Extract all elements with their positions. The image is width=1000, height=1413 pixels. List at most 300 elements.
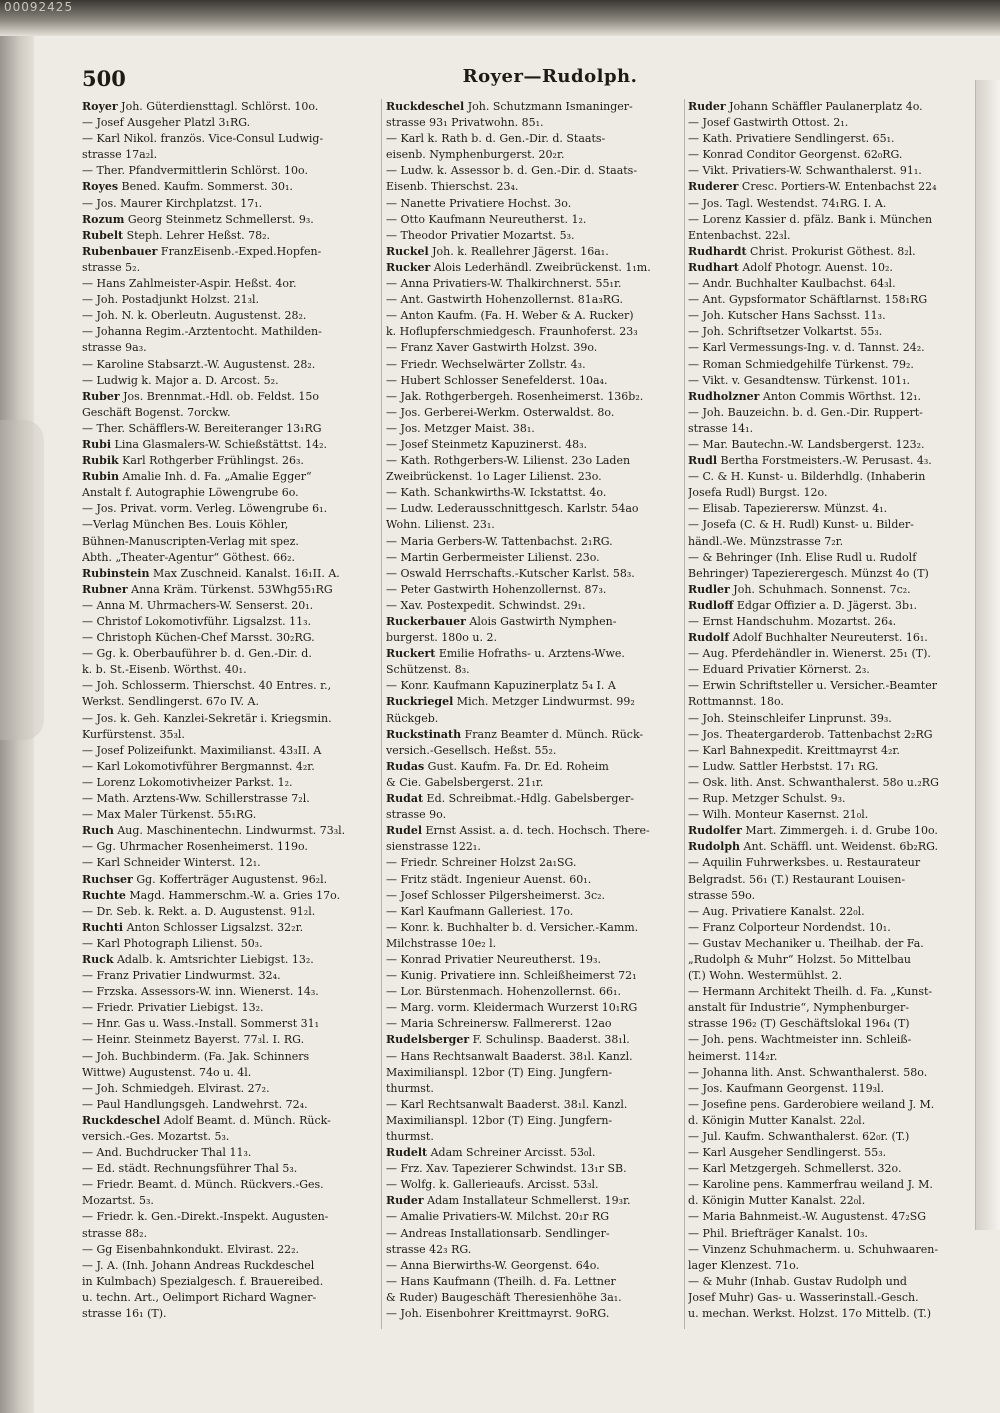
entry-text: — Aug. Pferdehändler in. Wienerst. 25₁ (T). [688, 647, 931, 661]
entry-text: — Ernst Handschuhm. Mozartst. 26₄. [688, 615, 897, 628]
directory-entry [688, 662, 964, 678]
entry-text: — Karl Metzgergeh. Schmellerst. 32o. [688, 1162, 902, 1176]
entry-text: — Joh. Postadjunkt Holzst. 21₃l. [82, 293, 260, 307]
surname-heading: Ruckstinath [386, 727, 462, 741]
entry-text: u. mechan. Werkst. Holzst. 17o Mittelb. (T.) [688, 1307, 931, 1321]
entry-text: — Jos. k. Geh. Kanzlei-Sekretär i. Kriegsmin. [82, 711, 332, 725]
entry-text: Abth. „Theater-Agentur“ Göthest. 66₂. [82, 550, 296, 564]
directory-entry [688, 1226, 964, 1242]
directory-entry [82, 99, 382, 115]
entry-text: Jos. Brennmat.-Hdl. ob. Feldst. 15o [119, 389, 320, 403]
entry-text: — Johanna Regim.-Arztentocht. Mathilden- [82, 325, 322, 339]
entry-text: — Hans Kaufmann (Theilh. d. Fa. Lettner [386, 1274, 616, 1288]
directory-entry [386, 791, 684, 807]
directory-entry [82, 163, 382, 179]
directory-entry [82, 1242, 382, 1258]
directory-entry [82, 550, 382, 566]
entry-text: sienstrasse 122₁. [386, 840, 481, 854]
directory-entry [688, 952, 964, 968]
surname-heading: Rubelt [82, 228, 124, 242]
entry-text: — Christof Lokomotivführ. Ligsalzst. 11₃. [82, 615, 312, 628]
entry-text: — Fritz städt. Ingenieur Auenst. 60₁. [386, 872, 592, 886]
entry-text: Anton Commis Wörthst. 12₁. [759, 389, 922, 403]
entry-text: strasse 59o. [688, 888, 756, 902]
directory-entry [82, 855, 382, 871]
directory-entry [386, 1032, 684, 1048]
directory-entry [82, 936, 382, 952]
directory-entry [82, 566, 382, 582]
surname-heading: Rudolph [688, 840, 741, 854]
entry-text: strasse 17a₂l. [82, 148, 158, 162]
directory-entry [82, 517, 382, 533]
entry-text: —Verlag München Bes. Louis Köhler, [82, 518, 289, 532]
entry-text: händl.-We. Münzstrasse 7₂r. [688, 534, 844, 548]
surname-heading: Royer [82, 100, 118, 113]
entry-text: k. b. St.-Eisenb. Wörthst. 40₁. [82, 663, 247, 677]
directory-entry [82, 1065, 382, 1081]
directory-entry [82, 694, 382, 710]
directory-entry [386, 839, 684, 855]
entry-text: — Kunig. Privatiere inn. Schleißheimerst 72₁ [386, 969, 637, 983]
entry-text: Kurfürstenst. 35₃l. [82, 727, 185, 741]
directory-entry [386, 212, 684, 228]
directory-entry [82, 968, 382, 984]
entry-text: heimerst. 114₂r. [688, 1049, 778, 1063]
directory-entry [386, 115, 684, 131]
directory-entry [386, 984, 684, 1000]
entry-text: — Joh. pens. Wachtmeister inn. Schleiß- [688, 1033, 912, 1047]
entry-text: — Wolfg. k. Gallerieaufs. Arcisst. 53₃l. [386, 1178, 599, 1192]
entry-text: — Hans Zahlmeister-Aspir. Heßst. 4or. [82, 277, 297, 291]
entry-text: — Otto Kaufmann Neureutherst. 1₂. [386, 212, 587, 226]
directory-entry [386, 534, 684, 550]
directory-entry [386, 196, 684, 212]
entry-text: Bühnen-Manuscripten-Verlag mit spez. [82, 534, 299, 548]
directory-entry [82, 839, 382, 855]
entry-text: — Friedr. Beamt. d. Münch. Rückvers.-Ges. [82, 1178, 324, 1192]
entry-text: Amalie Inh. d. Fa. „Amalie Egger“ [119, 470, 312, 484]
directory-entry [82, 147, 382, 163]
entry-text: — Joh. N. k. Oberleutn. Augustenst. 28₂. [82, 309, 307, 323]
entry-text: — Karl Rechtsanwalt Baaderst. 38₁l. Kanzl. [386, 1097, 628, 1111]
directory-entry [386, 1049, 684, 1065]
entry-text: — Gustav Mechaniker u. Theilhab. der Fa. [688, 936, 924, 950]
entry-text: — Joh. Kutscher Hans Sachsst. 11₃. [688, 309, 886, 323]
entry-text: — Xav. Postexpedit. Schwindst. 29₁. [386, 598, 586, 612]
directory-entry [688, 614, 964, 630]
bookmark-shadow [0, 420, 44, 740]
entry-text: — Karl Vermessungs-Ing. v. d. Tannst. 24₂. [688, 341, 925, 355]
entry-text: Cresc. Portiers-W. Entenbachst 22₄ [738, 180, 937, 194]
entry-text: Anstalt f. Autographie Löwengrube 6o. [82, 486, 299, 500]
entry-text: — & Behringer (Inh. Elise Rudl u. Rudolf [688, 550, 917, 564]
surname-heading: Rubin [82, 470, 120, 484]
directory-entry [688, 437, 964, 453]
entry-text: — Joh. Schriftsetzer Volkartst. 55₃. [688, 325, 883, 339]
directory-entry [386, 1113, 684, 1129]
entry-text: Gg. Kofferträger Augustenst. 96₂l. [132, 872, 328, 886]
entry-text: Anton Schlosser Ligsalzst. 32₂r. [123, 920, 304, 934]
directory-entry [688, 228, 964, 244]
surname-heading: Rubner [82, 582, 128, 596]
directory-entry [688, 340, 964, 356]
entry-text: Schützenst. 8₃. [386, 663, 470, 677]
entry-text: Franz Beamter d. Münch. Rück- [461, 727, 644, 741]
entry-text: — Rup. Metzger Schulst. 9₃. [688, 792, 846, 806]
entry-text: — Andreas Installationsarb. Sendlinger- [386, 1226, 610, 1240]
entry-text: versich.-Gesellsch. Heßst. 55₂. [386, 743, 557, 757]
entry-text: — Franz Colporteur Nordendst. 10₁. [688, 920, 891, 934]
directory-entry [386, 968, 684, 984]
directory-entry [688, 598, 964, 614]
surname-heading: Rudat [386, 792, 424, 806]
directory-entry [688, 1145, 964, 1161]
directory-entry [688, 131, 964, 147]
directory-entry [82, 646, 382, 662]
directory-entry [688, 292, 964, 308]
directory-entry [82, 727, 382, 743]
directory-entry [688, 1177, 964, 1193]
directory-entry [82, 1032, 382, 1048]
entry-text: — Erwin Schriftsteller u. Versicher.-Beamter [688, 679, 937, 693]
directory-entry [386, 759, 684, 775]
entry-text: — Hubert Schlosser Senefelderst. 10a₄. [386, 373, 608, 387]
directory-entry [82, 1258, 382, 1274]
directory-entry [688, 1290, 964, 1306]
directory-entry [688, 1129, 964, 1145]
directory-entry [688, 743, 964, 759]
directory-entry [688, 566, 964, 582]
directory-entry [386, 1081, 684, 1097]
directory-entry [386, 228, 684, 244]
directory-entry [688, 888, 964, 904]
directory-entry [386, 711, 684, 727]
entry-text: k. Hoflupferschmiedgesch. Fraunhoferst. 23₃ [386, 325, 638, 339]
entry-text: — C. & H. Kunst- u. Bilderhdlg. (Inhaberin [688, 470, 926, 484]
directory-entry [82, 1209, 382, 1225]
entry-text: — Jos. Theatergarderob. Tattenbachst 2₂RG [688, 727, 933, 741]
directory-entry [688, 421, 964, 437]
directory-entry [82, 1274, 382, 1290]
entry-text: Ed. Schreibmat.-Hdlg. Gabelsberger- [423, 792, 634, 806]
directory-entry [688, 1113, 964, 1129]
directory-entry [688, 694, 964, 710]
directory-entry [688, 405, 964, 421]
directory-entry [82, 1000, 382, 1016]
column-divider [684, 99, 685, 1329]
entry-text: — Lor. Bürstenmach. Hohenzollernst. 66₁. [386, 985, 621, 999]
entry-text: — Konrad Privatier Neureutherst. 19₃. [386, 952, 601, 966]
entry-text: Rückgeb. [386, 711, 439, 725]
directory-entry [688, 872, 964, 888]
entry-text: — Ther. Pfandvermittlerin Schlörst. 10o. [82, 164, 308, 178]
entry-text: Maximilianspl. 12bor (T) Eing. Jungfern- [386, 1065, 613, 1079]
directory-entry [386, 1129, 684, 1145]
directory-entry [386, 1274, 684, 1290]
directory-entry [82, 389, 382, 405]
entry-text: — Josefa (C. & H. Rudl) Kunst- u. Bilder- [688, 518, 914, 532]
entry-text: — Max Maler Türkenst. 55₁RG. [82, 808, 257, 822]
entry-text: — Joh. Schmiedgeh. Elvirast. 27₂. [82, 1081, 270, 1095]
directory-entry [386, 453, 684, 469]
directory-entry [386, 1016, 684, 1032]
directory-entry [688, 212, 964, 228]
directory-entry [688, 1065, 964, 1081]
directory-entry [688, 517, 964, 533]
directory-entry [688, 582, 964, 598]
directory-entry [82, 630, 382, 646]
entry-text: Wohn. Lilienst. 23₁. [386, 518, 495, 532]
entry-text: Joh. Schuhmach. Sonnenst. 7c₂. [729, 582, 911, 596]
surname-heading: Rubenbauer [82, 244, 158, 258]
entry-text: — Ludw. Sattler Herbstst. 17₁ RG. [688, 759, 879, 773]
entry-text: — Christoph Küchen-Chef Marsst. 30₂RG. [82, 631, 315, 645]
entry-text: — Josef Steinmetz Kapuzinerst. 48₃. [386, 437, 588, 451]
directory-entry [82, 308, 382, 324]
directory-entry [688, 727, 964, 743]
directory-entry [82, 807, 382, 823]
directory-entry [82, 1081, 382, 1097]
directory-entry [386, 727, 684, 743]
directory-entry [688, 244, 964, 260]
directory-entry [82, 1177, 382, 1193]
entry-text: Anna Kräm. Türkenst. 53Whg55₁RG [127, 582, 333, 596]
directory-entry [688, 1097, 964, 1113]
directory-entry [688, 260, 964, 276]
directory-entry [688, 1242, 964, 1258]
entry-text: — Hnr. Gas u. Wass.-Install. Sommerst 31₁ [82, 1017, 320, 1031]
directory-entry [688, 1306, 964, 1322]
entry-text: thurmst. [386, 1130, 434, 1143]
surname-heading: Rudelsberger [386, 1033, 470, 1047]
entry-text: — Maria Schreinersw. Fallmererst. 12ao [386, 1017, 612, 1031]
entry-text: — Maria Bahnmeist.-W. Augustenst. 47₂SG [688, 1210, 927, 1224]
directory-entry [82, 614, 382, 630]
directory-entry [386, 99, 684, 115]
directory-entry [386, 598, 684, 614]
entry-text: — Konrad Conditor Georgenst. 62₀RG. [688, 148, 903, 162]
entry-text: Magd. Hammerschm.-W. a. Gries 17o. [125, 888, 341, 902]
entry-text: — Karl Nikol. französ. Vice-Consul Ludwig- [82, 132, 324, 146]
directory-entry [82, 823, 382, 839]
entry-text: Joh. k. Reallehrer Jägerst. 16a₁. [428, 244, 609, 258]
surname-heading: Rudloff [688, 598, 734, 612]
directory-entry [386, 1290, 684, 1306]
directory-entry [386, 1065, 684, 1081]
directory-entry [688, 99, 964, 115]
directory-entry [688, 1193, 964, 1209]
surname-heading: Ruckriegel [386, 695, 454, 709]
directory-entry [82, 582, 382, 598]
column-1 [82, 99, 382, 1329]
directory-entry [688, 855, 964, 871]
surname-heading: Ruderer [688, 180, 739, 194]
entry-text: — Paul Handlungsgeh. Landwehrst. 72₄. [82, 1097, 308, 1111]
entry-text: — Lorenz Kassier d. pfälz. Bank i. München [688, 212, 933, 226]
entry-text: — Jos. Privat. vorm. Verleg. Löwengrube 6₁. [82, 502, 328, 516]
surname-heading: Rudholzner [688, 389, 760, 403]
entry-text: Lina Glasmalers-W. Schießstättst. 14₂. [111, 437, 327, 451]
entry-text: — Joh. Schlosserm. Thierschst. 40 Entres. r., [82, 679, 332, 693]
directory-entry [688, 373, 964, 389]
directory-entry [688, 534, 964, 550]
entry-text: — Kath. Rothgerbers-W. Lilienst. 23o Laden [386, 454, 631, 468]
directory-entry [386, 855, 684, 871]
entry-text: — Friedr. Privatier Liebigst. 13₂. [82, 1001, 264, 1015]
entry-text: — Martin Gerbermeister Lilienst. 23o. [386, 550, 600, 564]
surname-heading: Rudel [386, 824, 423, 838]
entry-text: — Karl Ausgeher Sendlingerst. 55₃. [688, 1146, 887, 1160]
entry-text: Adolf Beamt. d. Münch. Rück- [160, 1113, 331, 1127]
entry-text: — Vikt. v. Gesandtensw. Türkenst. 101₁. [688, 373, 911, 387]
surname-heading: Rucker [386, 260, 431, 274]
entry-text: — Anna Privatiers-W. Thalkirchnerst. 55₁r. [386, 277, 622, 291]
surname-heading: Ruchte [82, 888, 126, 902]
entry-text: Aug. Maschinentechn. Lindwurmst. 73₃l. [113, 824, 346, 838]
directory-entry [386, 662, 684, 678]
directory-entry [82, 131, 382, 147]
entry-text: — Karl Schneider Winterst. 12₁. [82, 856, 261, 870]
entry-text: strasse 9a₃. [82, 341, 147, 355]
directory-entry [386, 872, 684, 888]
directory-entry [82, 485, 382, 501]
surname-heading: Rubik [82, 454, 119, 468]
entry-text: strasse 88₂. [82, 1226, 148, 1240]
directory-entry [688, 791, 964, 807]
directory-entry [386, 1161, 684, 1177]
entry-text: — Franz Privatier Lindwurmst. 32₄. [82, 969, 281, 983]
entry-text: — Amalie Privatiers-W. Milchst. 20₁r RG [386, 1210, 610, 1224]
surname-heading: Royes [82, 180, 119, 194]
entry-text: — Jos. Maurer Kirchplatzst. 17₁. [82, 196, 263, 210]
entry-text: Mozartst. 5₃. [82, 1194, 154, 1208]
directory-entry [82, 179, 382, 195]
directory-entry [688, 196, 964, 212]
entry-text: — Ther. Schäfflers-W. Bereiteranger 13₁RG [82, 421, 322, 435]
entry-text: — Gg. k. Oberbauführer b. d. Gen.-Dir. d. [82, 647, 312, 661]
directory-entry [82, 984, 382, 1000]
entry-text: Milchstrasse 10e₂ l. [386, 936, 497, 950]
directory-entry [386, 743, 684, 759]
directory-entry [688, 920, 964, 936]
entry-text: strasse 42₃ RG. [386, 1242, 472, 1256]
entry-text: Adolf Buchhalter Neureuterst. 16₁. [729, 631, 928, 645]
entry-text: — Konr. k. Buchhalter b. d. Versicher.-Kamm. [386, 920, 639, 934]
entry-text: — Gg Eisenbahnkondukt. Elvirast. 22₂. [82, 1242, 300, 1256]
surname-heading: Ruckerbauer [386, 615, 466, 628]
directory-entry [386, 517, 684, 533]
directory-entry [688, 1016, 964, 1032]
scan-stamp: 00092425 [4, 0, 74, 14]
entry-text: — Dr. Seb. k. Rekt. a. D. Augustenst. 91₂l. [82, 904, 316, 918]
entry-text: — Theodor Privatier Mozartst. 5₃. [386, 228, 575, 242]
entry-text: — Eduard Privatier Körnerst. 2₃. [688, 663, 870, 677]
entry-text: Karl Rothgerber Frühlingst. 26₃. [118, 454, 304, 468]
directory-entry [82, 904, 382, 920]
entry-text: & Cie. Gabelsbergerst. 21₁r. [386, 775, 544, 789]
entry-text: — Karl Lokomotivführer Bergmannst. 4₂r. [82, 759, 315, 773]
directory-entry [82, 711, 382, 727]
entry-text: — Vikt. Privatiers-W. Schwanthalerst. 91₁. [688, 164, 922, 178]
directory-entry [688, 1049, 964, 1065]
entry-text: Zweibrückenst. 1o Lager Lilienst. 23o. [386, 470, 602, 484]
directory-entry [82, 534, 382, 550]
entry-text: — Ludw. Lederausschnittgesch. Karlstr. 54ao [386, 502, 639, 516]
surname-heading: Rudler [688, 582, 730, 596]
entry-text: — Andr. Buchhalter Kaulbachst. 64₃l. [688, 277, 896, 291]
right-page-edge [975, 80, 1000, 1230]
entry-text: — J. A. (Inh. Johann Andreas Ruckdeschel [82, 1258, 315, 1272]
entry-text: strasse 5₂. [82, 260, 141, 274]
entry-text: Ernst Assist. a. d. tech. Hochsch. There- [422, 824, 650, 838]
entry-text: d. Königin Mutter Kanalst. 22₀l. [688, 1113, 866, 1127]
directory-entry [82, 228, 382, 244]
surname-heading: Rudl [688, 454, 718, 468]
entry-text: (T.) Wohn. Westermühlst. 2. [688, 969, 843, 983]
surname-heading: Ruckert [386, 647, 436, 661]
directory-entry [688, 984, 964, 1000]
entry-text: Josef Muhr) Gas- u. Wasserinstall.-Gesch. [688, 1290, 919, 1304]
directory-entry [386, 357, 684, 373]
entry-text: FranzEisenb.-Exped.Hopfen- [157, 244, 322, 258]
entry-text: — Oswald Herrschafts.-Kutscher Karlst. 58₃. [386, 566, 635, 580]
directory-entry [688, 276, 964, 292]
directory-entry [688, 163, 964, 179]
entry-text: — Friedr. k. Gen.-Direkt.-Inspekt. Augusten- [82, 1210, 329, 1224]
top-edge-shadow [0, 0, 1000, 36]
directory-entry [688, 179, 964, 195]
directory-entry [688, 759, 964, 775]
entry-text: — Hans Rechtsanwalt Baaderst. 38₁l. Kanzl. [386, 1049, 633, 1063]
directory-entry [688, 357, 964, 373]
entry-text: strasse 16₁ (T). [82, 1307, 167, 1321]
entry-text: anstalt für Industrie“, Nymphenburger- [688, 1001, 910, 1015]
surname-heading: Rubinstein [82, 566, 150, 580]
entry-text: — Jak. Rothgerbergeh. Rosenheimerst. 136b₂. [386, 389, 644, 403]
directory-entry [688, 1258, 964, 1274]
directory-entry [688, 630, 964, 646]
entry-text: — Ludwig k. Major a. D. Arcost. 5₂. [82, 373, 279, 387]
directory-entry [82, 1306, 382, 1322]
entry-text: — Ed. städt. Rechnungsführer Thal 5₃. [82, 1162, 298, 1176]
directory-entry [386, 775, 684, 791]
directory-entry [82, 292, 382, 308]
directory-entry [82, 1193, 382, 1209]
directory-entry [82, 743, 382, 759]
entry-text: — Karl Photograph Lilienst. 50₃. [82, 936, 263, 950]
directory-entry [82, 759, 382, 775]
entry-text: — Karoline Stabsarzt.-W. Augustenst. 28₂. [82, 357, 316, 371]
surname-heading: Ruckdeschel [386, 100, 465, 113]
entry-text: Alois Lederhändl. Zweibrückenst. 1₁m. [430, 260, 651, 274]
entry-text: — Jos. Gerberei-Werkm. Osterwaldst. 8o. [386, 405, 615, 419]
entry-text: Belgradst. 56₁ (T.) Restaurant Louisen- [688, 872, 906, 886]
entry-text: — Hermann Architekt Theilh. d. Fa. „Kunst- [688, 985, 933, 999]
entry-text: Bened. Kaufm. Sommerst. 30₁. [118, 180, 293, 194]
entry-text: Max Zuschneid. Kanalst. 16₁II. A. [149, 566, 340, 580]
directory-entry [386, 614, 684, 630]
directory-entry [386, 292, 684, 308]
directory-entry [82, 421, 382, 437]
directory-entry [82, 952, 382, 968]
entry-text: Ant. Schäffl. unt. Weidenst. 6b₂RG. [740, 840, 938, 854]
surname-heading: Ruder [386, 1194, 424, 1208]
entry-text: — Jos. Tagl. Westendst. 74₁RG. I. A. [688, 196, 887, 210]
directory-entry [386, 1145, 684, 1161]
entry-text: — Karoline pens. Kammerfrau weiland J. M. [688, 1178, 933, 1192]
directory-entry [82, 340, 382, 356]
directory-entry [386, 340, 684, 356]
